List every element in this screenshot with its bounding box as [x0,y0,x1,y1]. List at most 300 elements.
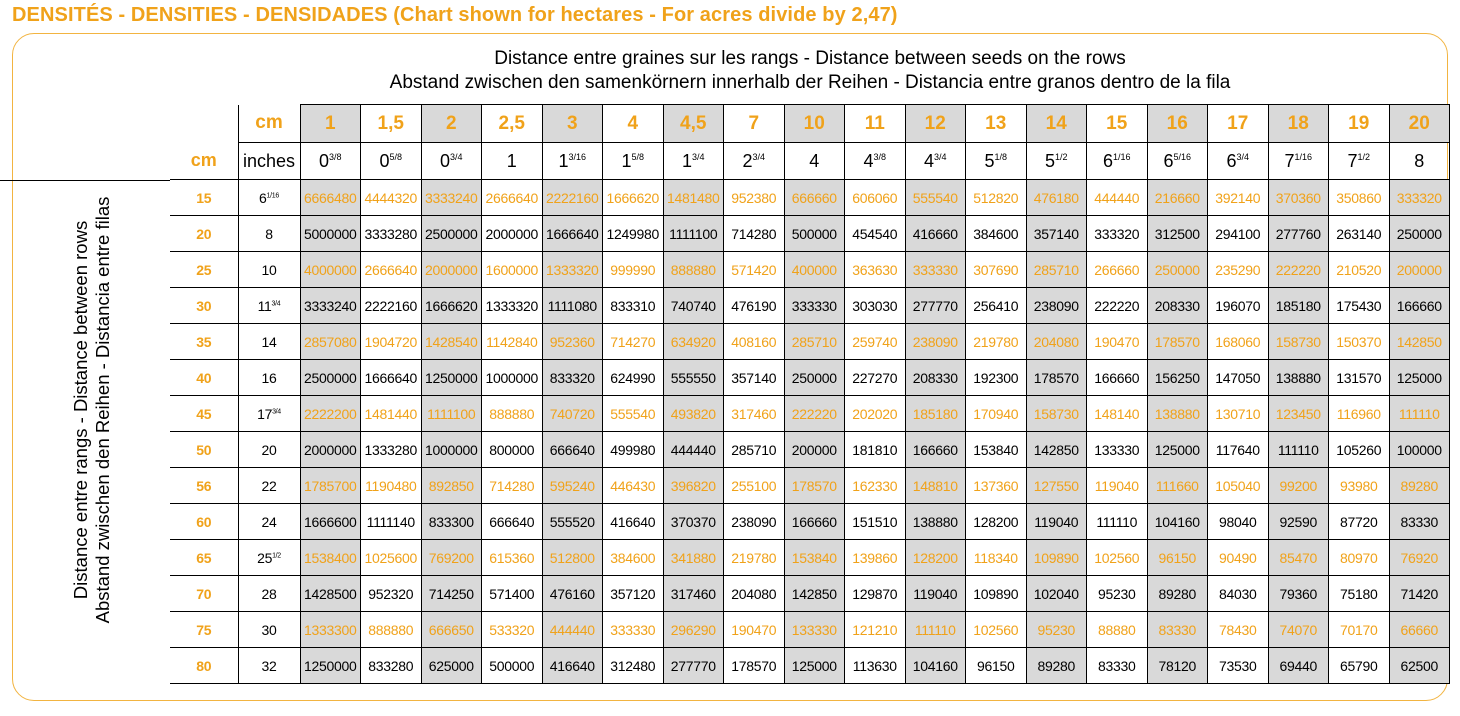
column-cm-header: 2,5 [482,105,543,143]
column-inches-header: $6^{3/4}$ [1208,143,1269,180]
density-cell: 1142840 [482,324,543,360]
density-cell: 216660 [1147,180,1208,216]
density-cell: 74070 [1268,612,1329,648]
table-row [170,216,1450,252]
density-cell: 833310 [603,288,664,324]
density-cell: 714250 [421,576,482,612]
row-inches-label: 14 [238,324,300,360]
density-cell: 158730 [1026,396,1087,432]
density-cell: 4444320 [361,180,422,216]
density-cell: 595240 [542,468,603,504]
header-row-inches [170,143,1450,180]
density-cell: 235290 [1208,252,1269,288]
density-cell: 117640 [1208,432,1269,468]
column-cm-header: 14 [1026,105,1087,143]
density-cell: 666640 [542,432,603,468]
density-cell: 259740 [845,324,906,360]
density-cell: 168060 [1208,324,1269,360]
density-cell: 476160 [542,576,603,612]
density-cell: 1481440 [361,396,422,432]
density-cell: 350860 [1329,180,1390,216]
density-cell: 178570 [1026,360,1087,396]
corner-cell [170,105,238,143]
density-cell: 73530 [1208,648,1269,684]
column-inches-header: $5^{1/2}$ [1026,143,1087,180]
density-cell: 952320 [361,576,422,612]
density-cell: 666660 [784,180,845,216]
density-cell: 416640 [603,504,664,540]
table-row [170,612,1450,648]
density-cell: 142850 [1389,324,1450,360]
density-cell: 151510 [845,504,906,540]
density-cell: 147050 [1208,360,1269,396]
density-cell: 3333240 [421,180,482,216]
density-cell: 625000 [421,648,482,684]
density-cell: 2500000 [421,216,482,252]
row-cm-label: 40 [170,360,238,396]
density-cell: 208330 [905,360,966,396]
density-cell: 888880 [361,612,422,648]
density-cell: 105260 [1329,432,1390,468]
density-cell: 5000000 [300,216,361,252]
density-cell: 2000000 [482,216,543,252]
density-cell: 208330 [1147,288,1208,324]
density-cell: 175430 [1329,288,1390,324]
density-cell: 125000 [1389,360,1450,396]
density-cell: 999990 [603,252,664,288]
density-cell: 454540 [845,216,906,252]
density-cell: 170940 [966,396,1027,432]
density-cell: 446430 [603,468,664,504]
density-cell: 285710 [724,432,785,468]
density-cell: 1600000 [482,252,543,288]
row-header-line-2: Abstand zwischen den Reihen - Distancia entre filas [91,196,113,624]
density-cell: 111110 [905,612,966,648]
density-cell: 2222200 [300,396,361,432]
density-cell: 555550 [663,360,724,396]
density-cell: 333320 [1389,180,1450,216]
density-cell: 125000 [1147,432,1208,468]
column-inches-header: 1 [482,143,543,180]
column-inches-header: 8 [1389,143,1450,180]
column-cm-header: 15 [1087,105,1148,143]
density-cell: 341880 [663,540,724,576]
density-cell: 1666640 [361,360,422,396]
column-cm-header: 1 [300,105,361,143]
density-cell: 2666640 [482,180,543,216]
density-cell: 1111100 [663,216,724,252]
density-cell: 95230 [1087,576,1148,612]
column-inches-header: $1^{3/4}$ [663,143,724,180]
column-inches-header: $0^{3/8}$ [300,143,361,180]
density-cell: 96150 [966,648,1027,684]
row-inches-label: $11^{3/4}$ [238,288,300,324]
row-cm-label: 20 [170,216,238,252]
table-row [170,432,1450,468]
density-cell: 384600 [603,540,664,576]
density-cell: 3333280 [361,216,422,252]
density-cell: 102040 [1026,576,1087,612]
density-cell: 1333300 [300,612,361,648]
row-cm-label: 80 [170,648,238,684]
density-cell: 66660 [1389,612,1450,648]
density-cell: 105040 [1208,468,1269,504]
density-cell: 263140 [1329,216,1390,252]
column-cm-header: 19 [1329,105,1390,143]
density-cell: 196070 [1208,288,1269,324]
density-cell: 111110 [1087,504,1148,540]
density-cell: 666640 [482,504,543,540]
density-cell: 1785700 [300,468,361,504]
row-header-label [70,130,113,690]
density-cell: 111660 [1147,468,1208,504]
density-cell: 71420 [1389,576,1450,612]
row-cm-label: 75 [170,612,238,648]
header-row-cm [170,105,1450,143]
density-cell: 69440 [1268,648,1329,684]
density-cell: 90490 [1208,540,1269,576]
density-cell: 333320 [1087,216,1148,252]
table-row [170,180,1450,216]
column-cm-header: 18 [1268,105,1329,143]
column-inches-header: $4^{3/8}$ [845,143,906,180]
density-cell: 416660 [905,216,966,252]
density-cell: 156250 [1147,360,1208,396]
density-cell: 1250000 [421,360,482,396]
density-cell: 238090 [1026,288,1087,324]
density-cell: 137360 [966,468,1027,504]
table-row [170,360,1450,396]
density-cell: 396820 [663,468,724,504]
density-cell: 1025600 [361,540,422,576]
density-cell: 222220 [784,396,845,432]
density-cell: 2666640 [361,252,422,288]
column-cm-header: 11 [845,105,906,143]
density-cell: 357140 [1026,216,1087,252]
density-cell: 87720 [1329,504,1390,540]
density-cell: 65790 [1329,648,1390,684]
column-header-line-2: Abstand zwischen den samenkörnern innerhalb der Reihen - Distancia entre granos dentro de la fila [389,72,1231,93]
density-cell: 250000 [784,360,845,396]
column-cm-header: 10 [784,105,845,143]
row-inches-label: $17^{3/4}$ [238,396,300,432]
density-cell: 202020 [845,396,906,432]
row-inches-label: 30 [238,612,300,648]
row-cm-label: 25 [170,252,238,288]
density-cell: 62500 [1389,648,1450,684]
column-inches-header: $7^{1/2}$ [1329,143,1390,180]
density-cell: 88880 [1087,612,1148,648]
row-inches-label: 8 [238,216,300,252]
density-cell: 95230 [1026,612,1087,648]
density-cell: 476180 [1026,180,1087,216]
column-inches-header: $2^{3/4}$ [724,143,785,180]
column-cm-header: 12 [905,105,966,143]
density-cell: 80970 [1329,540,1390,576]
column-cm-header: 7 [724,105,785,143]
density-cell: 357120 [603,576,664,612]
density-cell: 190470 [724,612,785,648]
density-cell: 1666600 [300,504,361,540]
density-cell: 4000000 [300,252,361,288]
density-cell: 666650 [421,612,482,648]
density-cell: 1333320 [482,288,543,324]
density-cell: 444440 [663,432,724,468]
column-cm-header: 2 [421,105,482,143]
density-cell: 1904720 [361,324,422,360]
density-cell: 615360 [482,540,543,576]
column-inches-header: $0^{5/8}$ [361,143,422,180]
density-cell: 148140 [1087,396,1148,432]
density-cell: 312480 [603,648,664,684]
density-cell: 83330 [1147,612,1208,648]
density-cell: 333330 [784,288,845,324]
column-inches-header: $6^{1/16}$ [1087,143,1148,180]
row-cm-label: 15 [170,180,238,216]
density-cell: 363630 [845,252,906,288]
density-cell: 99200 [1268,468,1329,504]
density-cell: 138880 [1268,360,1329,396]
density-cell: 714280 [724,216,785,252]
density-cell: 892850 [421,468,482,504]
density-cell: 227270 [845,360,906,396]
density-cell: 104160 [1147,504,1208,540]
density-cell: 370370 [663,504,724,540]
density-cell: 1428500 [300,576,361,612]
density-cell: 78430 [1208,612,1269,648]
density-cell: 296290 [663,612,724,648]
density-cell: 1000000 [421,432,482,468]
density-cell: 104160 [905,648,966,684]
density-cell: 740720 [542,396,603,432]
density-cell: 166660 [1087,360,1148,396]
density-cell: 138880 [1147,396,1208,432]
density-cell: 1249980 [603,216,664,252]
row-cm-label: 70 [170,576,238,612]
density-cell: 109890 [966,576,1027,612]
density-cell: 266660 [1087,252,1148,288]
row-header-divider [0,180,170,181]
chart-title: DENSITÉS - DENSITIES - DENSIDADES (Chart shown for hectares - For acres divide by 2,47) [12,4,898,26]
density-cell: 285710 [1026,252,1087,288]
density-cell: 512820 [966,180,1027,216]
density-cell: 96150 [1147,540,1208,576]
density-cell: 70170 [1329,612,1390,648]
density-cell: 634920 [663,324,724,360]
density-cell: 384600 [966,216,1027,252]
density-cell: 133330 [784,612,845,648]
density-cell: 317460 [724,396,785,432]
table-row [170,324,1450,360]
density-cell: 312500 [1147,216,1208,252]
density-cell: 127550 [1026,468,1087,504]
density-cell: 2222160 [361,288,422,324]
row-inches-label: 24 [238,504,300,540]
row-cm-label: 30 [170,288,238,324]
row-cm-label: 45 [170,396,238,432]
row-cm-label: 50 [170,432,238,468]
density-cell: 150370 [1329,324,1390,360]
density-cell: 210520 [1329,252,1390,288]
density-cell: 2222160 [542,180,603,216]
density-cell: 500000 [784,216,845,252]
table-row [170,396,1450,432]
density-cell: 119040 [1087,468,1148,504]
density-cell: 131570 [1329,360,1390,396]
density-cell: 408160 [724,324,785,360]
column-cm-header: 17 [1208,105,1269,143]
density-cell: 400000 [784,252,845,288]
density-cell: 1666640 [542,216,603,252]
density-cell: 113630 [845,648,906,684]
column-inches-header: $4^{3/4}$ [905,143,966,180]
density-cell: 571400 [482,576,543,612]
density-cell: 277770 [905,288,966,324]
density-cell: 79360 [1268,576,1329,612]
table-row [170,504,1450,540]
density-cell: 125000 [784,648,845,684]
density-cell: 75180 [1329,576,1390,612]
density-cell: 204080 [724,576,785,612]
density-cell: 98040 [1208,504,1269,540]
density-cell: 317460 [663,576,724,612]
density-cell: 833320 [542,360,603,396]
density-cell: 129870 [845,576,906,612]
density-cell: 142850 [1026,432,1087,468]
density-cell: 148810 [905,468,966,504]
column-cm-header: 1,5 [361,105,422,143]
density-cell: 153840 [784,540,845,576]
density-cell: 83330 [1087,648,1148,684]
row-cm-label: 56 [170,468,238,504]
density-cell: 84030 [1208,576,1269,612]
density-cell: 1111140 [361,504,422,540]
row-inches-label: 22 [238,468,300,504]
density-cell: 109890 [1026,540,1087,576]
column-cm-header: 4 [603,105,664,143]
density-cell: 952380 [724,180,785,216]
density-cell: 493820 [663,396,724,432]
column-cm-header: 4,5 [663,105,724,143]
density-cell: 2857080 [300,324,361,360]
density-cell: 100000 [1389,432,1450,468]
density-cell: 111110 [1389,396,1450,432]
density-cell: 357140 [724,360,785,396]
row-inches-label: 20 [238,432,300,468]
row-header-line-1: Distance entre rangs - Distance between rows [70,220,91,600]
density-cell: 1250000 [300,648,361,684]
density-cell: 185180 [905,396,966,432]
density-cell: 2000000 [421,252,482,288]
density-cell: 93980 [1329,468,1390,504]
density-cell: 133330 [1087,432,1148,468]
density-cell: 200000 [784,432,845,468]
density-cell: 800000 [482,432,543,468]
row-inches-label: 28 [238,576,300,612]
density-cell: 476190 [724,288,785,324]
density-cell: 128200 [905,540,966,576]
density-cell: 1538400 [300,540,361,576]
density-cell: 102560 [966,612,1027,648]
density-cell: 250000 [1389,216,1450,252]
column-inches-header: $1^{5/8}$ [603,143,664,180]
density-cell: 119040 [1026,504,1087,540]
density-cell: 2000000 [300,432,361,468]
density-cell: 714270 [603,324,664,360]
column-inches-header: 4 [784,143,845,180]
density-cell: 888880 [482,396,543,432]
density-cell: 190470 [1087,324,1148,360]
density-cell: 714280 [482,468,543,504]
density-cell: 200000 [1389,252,1450,288]
density-cell: 178570 [724,648,785,684]
table-row [170,648,1450,684]
density-cell: 307690 [966,252,1027,288]
column-cm-header: 13 [966,105,1027,143]
density-cell: 416640 [542,648,603,684]
density-cell: 116960 [1329,396,1390,432]
row-inches-label: $6^{1/16}$ [238,180,300,216]
column-cm-header: 20 [1389,105,1450,143]
density-cell: 444440 [1087,180,1148,216]
density-cell: 1333280 [361,432,422,468]
density-cell: 1428540 [421,324,482,360]
column-cm-header: 16 [1147,105,1208,143]
density-cell: 606060 [845,180,906,216]
density-cell: 178570 [1147,324,1208,360]
table-row [170,576,1450,612]
density-cell: 178570 [784,468,845,504]
density-cell: 142850 [784,576,845,612]
density-cell: 1111100 [421,396,482,432]
density-cell: 500000 [482,648,543,684]
density-cell: 222220 [1268,252,1329,288]
column-header-line-1: Distance entre graines sur les rangs - Distance between seeds on the rows [494,48,1126,69]
density-cell: 333330 [905,252,966,288]
density-cell: 92590 [1268,504,1329,540]
density-cell: 256410 [966,288,1027,324]
density-cell: 83330 [1389,504,1450,540]
density-cell: 219780 [724,540,785,576]
density-cell: 138880 [905,504,966,540]
density-cell: 130710 [1208,396,1269,432]
row-inches-label: $25^{1/2}$ [238,540,300,576]
density-cell: 888880 [663,252,724,288]
column-inches-header: $7^{1/16}$ [1268,143,1329,180]
density-cell: 444440 [542,612,603,648]
column-inches-header: $1^{3/16}$ [542,143,603,180]
density-cell: 89280 [1389,468,1450,504]
density-cell: 222220 [1087,288,1148,324]
table-row [170,468,1450,504]
density-cell: 121210 [845,612,906,648]
density-cell: 303030 [845,288,906,324]
row-cm-label: 35 [170,324,238,360]
density-cell: 1190480 [361,468,422,504]
inches-label: inches [238,143,300,180]
density-cell: 219780 [966,324,1027,360]
density-cell: 294100 [1208,216,1269,252]
density-cell: 333330 [603,612,664,648]
density-cell: 1666620 [603,180,664,216]
cm-row-label: cm [170,143,238,180]
density-cell: 192300 [966,360,1027,396]
density-cell: 185180 [1268,288,1329,324]
row-inches-label: 10 [238,252,300,288]
density-cell: 769200 [421,540,482,576]
density-cell: 89280 [1026,648,1087,684]
density-cell: 238090 [905,324,966,360]
